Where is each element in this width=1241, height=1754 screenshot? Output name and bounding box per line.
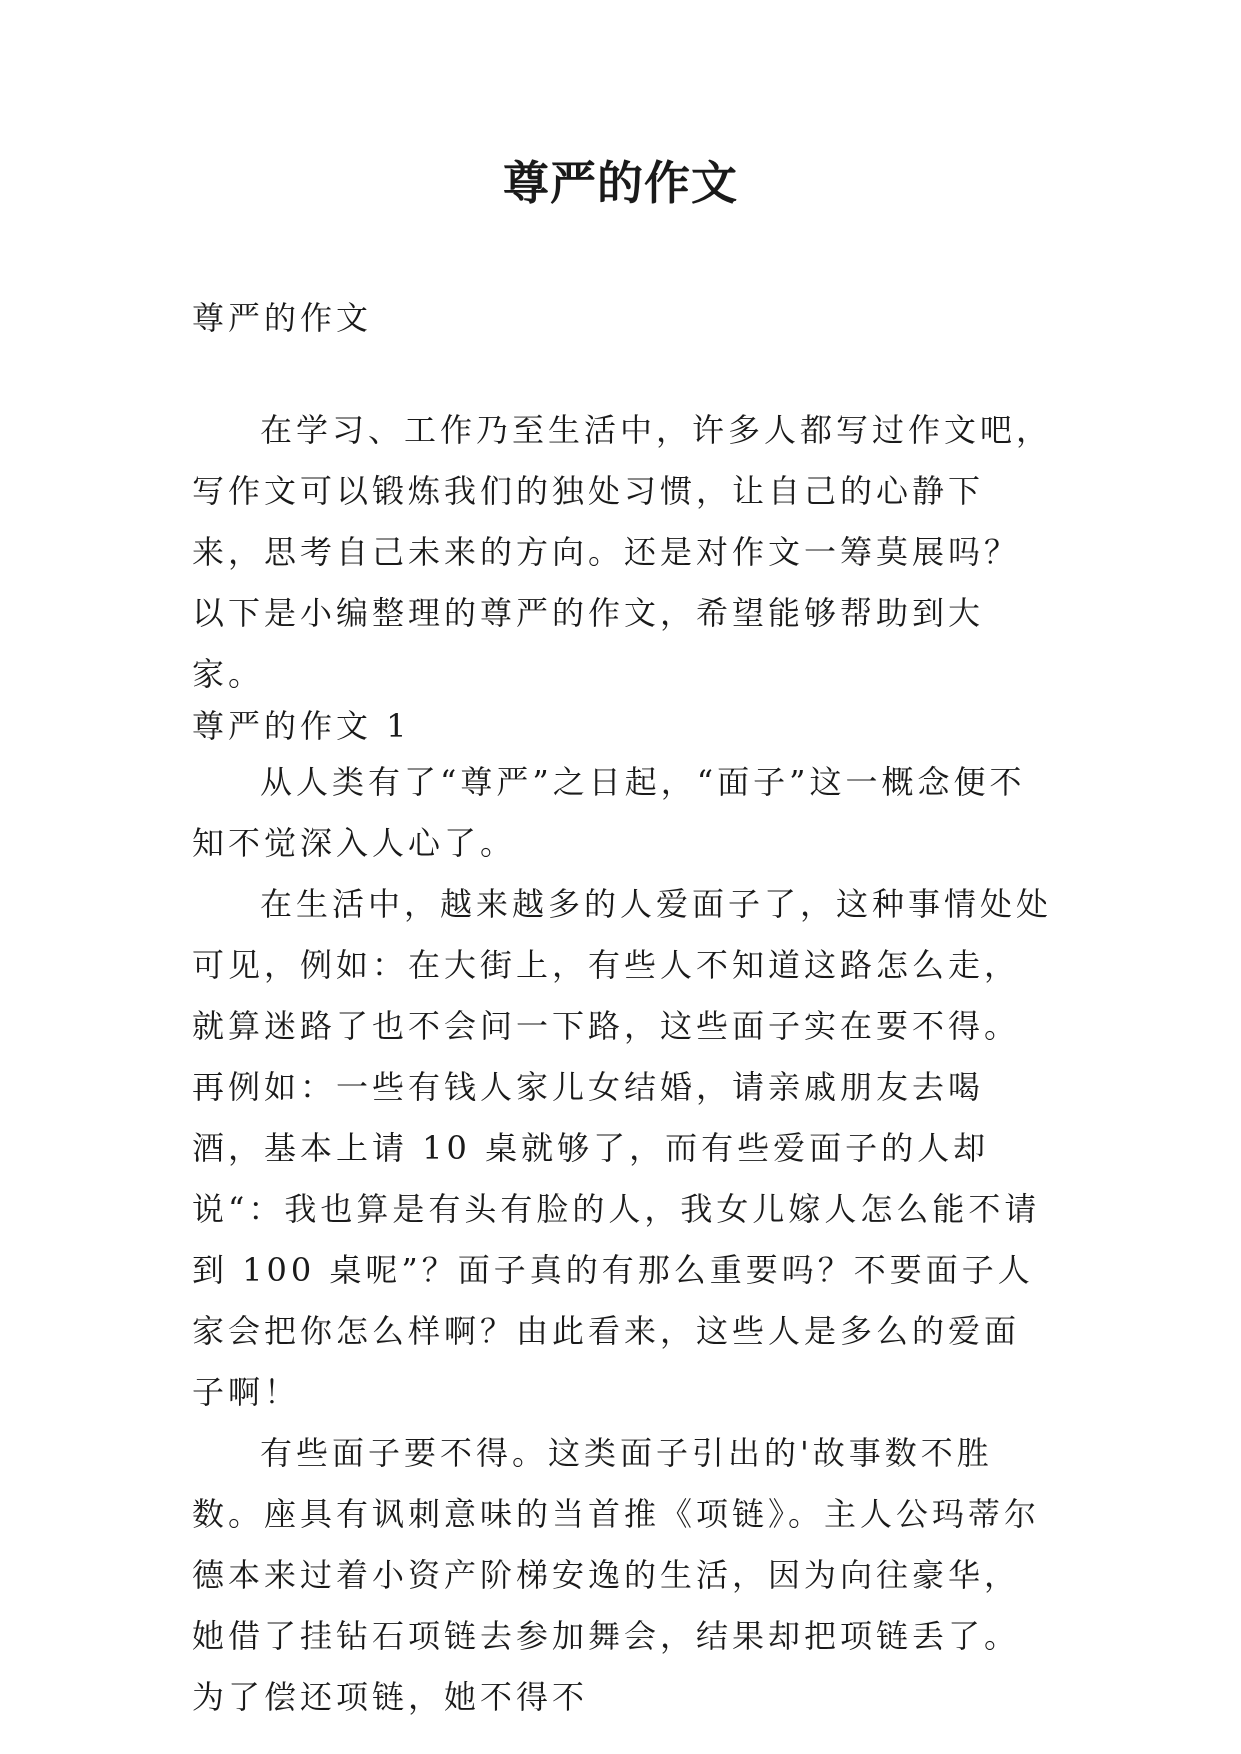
essay-paragraph-2: 在生活中，越来越多的人爱面子了，这种事情处处可见，例如：在大街上，有些人不知道这路怎么走，就算迷路了也不会问一下路，这些面子实在要不得。再例如：一些有钱人家儿女结婚，请亲戚朋友去喝酒，基本上请 10 桌就够了，而有些爱面子的人却说“：我也算是有头有脸的人，我女儿嫁人怎么能不请到 100 桌呢”？面子真的有那么重要吗？不要面子人家会把你怎么样啊？由此看来，这些人是多么的爱面子啊！ — [192, 885, 1053, 1411]
document-subtitle: 尊严的作文 — [192, 299, 373, 337]
section-heading: 尊严的作文 1 — [192, 707, 411, 745]
essay-body — [192, 752, 1052, 1728]
document-title: 尊严的作文 — [503, 156, 738, 210]
intro-paragraph: 在学习、工作乃至生活中，许多人都写过作文吧，写作文可以锻炼我们的独处习惯，让自己的心静下来，思考自己未来的方向。还是对作文一筹莫展吗？以下是小编整理的尊严的作文，希望能够帮助到大家。 — [192, 411, 1053, 693]
essay-paragraph-1: 从人类有了“尊严”之日起，“面子”这一概念便不知不觉深入人心了。 — [192, 763, 1026, 862]
essay-paragraph-3: 有些面子要不得。这类面子引出的'故事数不胜数。座具有讽刺意味的当首推《项链》。主人公玛蒂尔德本来过着小资产阶梯安逸的生活，因为向往豪华，她借了挂钻石项链去参加舞会，结果却把项链丢了。为了偿还项链，她不得不 — [192, 1434, 1041, 1716]
